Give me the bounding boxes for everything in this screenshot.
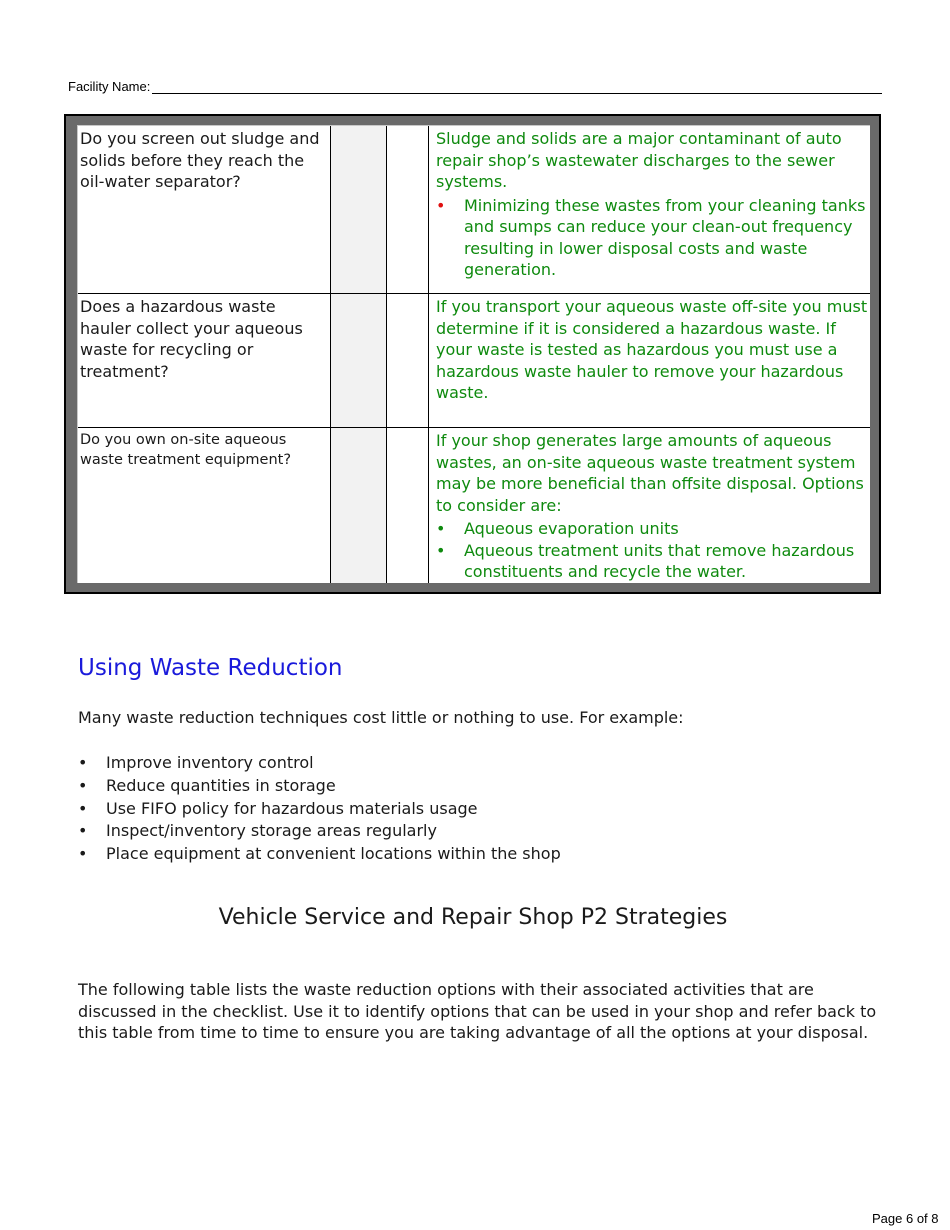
answer-bullet-list — [436, 195, 868, 281]
table-row — [78, 126, 870, 294]
list-item-text: Minimizing these wastes from your cleaning tanks and sumps can reduce your clean-out frequency resulting in lower disposal costs and waste generation. — [464, 195, 866, 279]
list-item-text: Aqueous treatment units that remove hazardous constituents and recycle the water. — [464, 540, 855, 581]
yes-check-cell[interactable] — [331, 294, 387, 428]
no-check-cell[interactable] — [387, 428, 429, 583]
list-item — [436, 540, 868, 583]
bullet-icon: • — [436, 519, 446, 538]
strategies-paragraph: The following table lists the waste reduction options with their associated activities that are discussed in the checklist. Use it to identify options that can be used in your shop and refer back to this table from time to time to ensure you are taking advantage of all the options at your disposal. — [78, 980, 877, 1042]
yes-check-cell[interactable] — [331, 126, 387, 294]
question-cell: Does a hazardous waste hauler collect your aqueous waste for recycling or treatment? — [78, 294, 331, 428]
bullet-icon: • — [78, 753, 88, 772]
list-item-text: Improve inventory control — [106, 753, 314, 772]
list-item-text: Reduce quantities in storage — [106, 775, 336, 795]
table-row — [78, 294, 870, 428]
list-item — [436, 518, 868, 540]
answer-bullet-list — [436, 518, 868, 583]
strategies-heading: Vehicle Service and Repair Shop P2 Strategies — [218, 905, 728, 930]
list-item — [78, 798, 561, 821]
answer-cell — [429, 428, 870, 583]
list-item — [436, 195, 868, 281]
answer-cell — [429, 294, 870, 428]
facility-name-field — [68, 79, 882, 94]
answer-intro: If your shop generates large amounts of aqueous wastes, an on-site aqueous waste treatment system may be more beneficial than offsite disposal. Options to consider are: — [436, 431, 864, 515]
checklist-frame — [64, 114, 881, 594]
yes-check-cell[interactable] — [331, 428, 387, 583]
facility-name-line — [152, 79, 882, 94]
question-cell: Do you own on-site aqueous waste treatment equipment? — [78, 428, 331, 583]
list-item-text: Aqueous evaporation units — [464, 519, 679, 538]
checklist-table — [77, 125, 870, 583]
no-check-cell[interactable] — [387, 126, 429, 294]
question-cell: Do you screen out sludge and solids before they reach the oil-water separator? — [78, 126, 331, 294]
list-item-text: Use FIFO policy for hazardous materials usage — [106, 798, 478, 818]
bullet-icon: • — [78, 844, 88, 864]
section-heading: Using Waste Reduction — [78, 655, 343, 681]
list-item-text: Place equipment at convenient locations within the shop — [106, 844, 561, 864]
bullet-icon: • — [436, 540, 446, 560]
facility-name-label: Facility Name: — [68, 79, 151, 94]
bullet-icon: • — [78, 775, 88, 795]
table-row — [78, 428, 870, 583]
answer-intro: If you transport your aqueous waste off-site you must determine if it is considered a hazardous waste. If your waste is tested as hazardous you must use a hazardous waste hauler to remove your hazardous waste. — [436, 297, 868, 402]
answer-cell — [429, 126, 870, 294]
bullet-icon: • — [78, 798, 88, 818]
list-item — [78, 820, 561, 843]
list-item — [78, 775, 561, 798]
no-check-cell[interactable] — [387, 294, 429, 428]
waste-reduction-list — [78, 752, 561, 866]
page-number: Page 6 of 8 — [872, 1211, 939, 1226]
list-item — [78, 843, 561, 866]
section-intro: Many waste reduction techniques cost little or nothing to use. For example: — [78, 708, 684, 727]
bullet-red-icon: • — [436, 195, 446, 215]
bullet-icon: • — [78, 821, 88, 841]
answer-intro: Sludge and solids are a major contaminant of auto repair shop’s wastewater discharges to the sewer systems. — [436, 129, 842, 191]
list-item — [78, 752, 561, 775]
list-item-text: Inspect/inventory storage areas regularly — [106, 821, 437, 841]
